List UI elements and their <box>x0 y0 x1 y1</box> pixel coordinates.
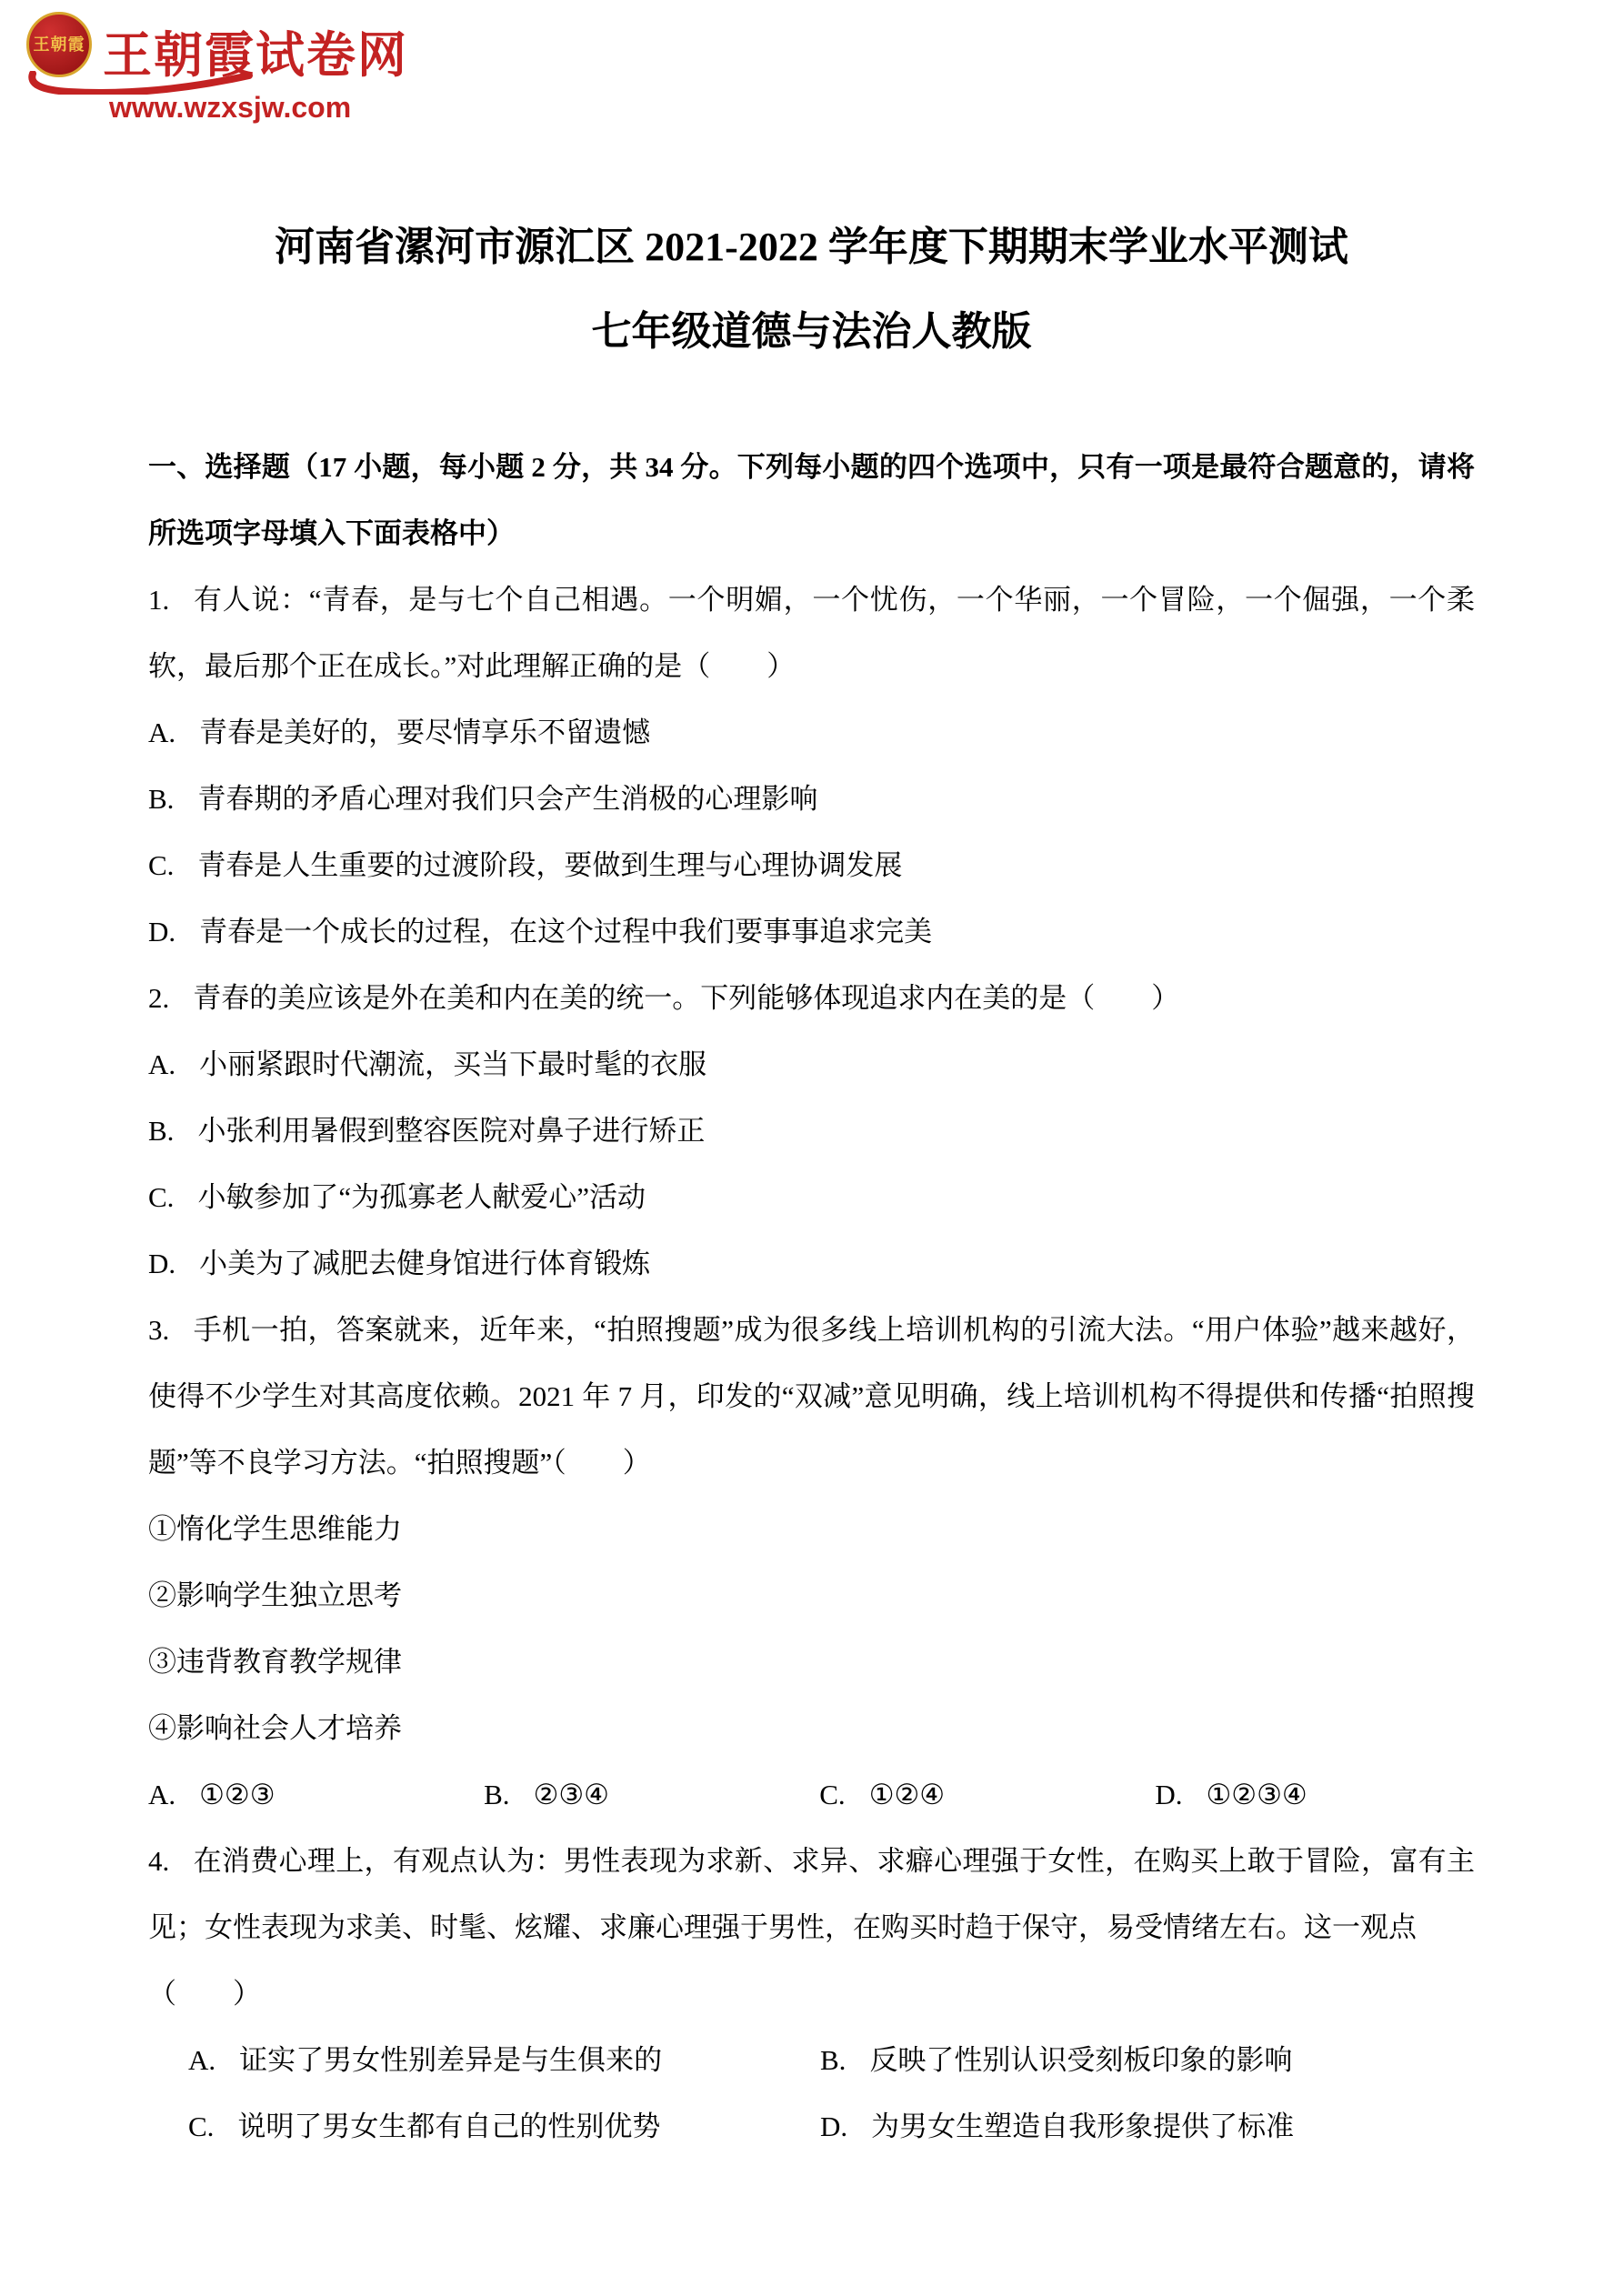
numbered-statement: ①惰化学生思维能力 <box>148 1513 402 1545</box>
option-line <box>148 1098 1475 1164</box>
exam-subtitle: 七年级道德与法治人教版 <box>591 309 1032 354</box>
question-block-3 <box>148 1297 1475 1828</box>
option-text: 小丽紧跟时代潮流，买当下最时髦的衣服 <box>199 1048 707 1080</box>
exam-title: 河南省漯河市源汇区 2021-2022 学年度下期期末学业水平测试 <box>275 225 1348 269</box>
options-row <box>148 1761 1475 1828</box>
question-block-4 <box>148 1828 1475 2160</box>
question-block-2 <box>148 965 1475 1297</box>
option-label: A. <box>148 1779 176 1810</box>
option-line <box>148 1031 1475 1098</box>
option-text: ①②④ <box>868 1779 946 1810</box>
option-text: 小敏参加了“为孤寡老人献爱心”活动 <box>197 1181 646 1213</box>
numbered-statement: ③违背教育教学规律 <box>148 1646 402 1678</box>
option-label: B. <box>820 2044 847 2076</box>
option-line <box>148 1230 1475 1297</box>
option-text: ①②③④ <box>1206 1779 1307 1810</box>
option-label: D. <box>820 2111 848 2142</box>
option-cell <box>148 2027 780 2093</box>
question-stem-text: 青春的美应该是外在美和内在美的统一。下列能够体现追求内在美的是（ ） <box>193 982 1180 1014</box>
option-cell <box>484 1761 819 1828</box>
option-cell <box>780 2027 1475 2093</box>
option-text: 为男女生塑造自我形象提供了标准 <box>871 2111 1295 2142</box>
question-number: 2. <box>148 982 170 1014</box>
question-block-1 <box>148 566 1475 965</box>
option-text: 青春期的矛盾心理对我们只会产生消极的心理影响 <box>197 783 818 815</box>
option-cell <box>1155 1761 1307 1828</box>
option-label: D. <box>1155 1779 1183 1810</box>
option-line <box>148 766 1475 832</box>
site-url: www.wzxsjw.com <box>109 91 352 124</box>
option-line <box>148 699 1475 766</box>
question-stem-text: 手机一拍，答案就来，近年来，“拍照搜题”成为很多线上培训机构的引流大法。“用户体验”越来越好，使得不少学生对其高度依赖。2021 年 7 月，印发的“双减”意见明确，线上培训机构不得提供和传播“拍照搜题”等不良学习方法。“拍照搜题”（ ） <box>148 1314 1475 1479</box>
option-label: D. <box>148 1248 176 1279</box>
option-text: 小张利用暑假到整容医院对鼻子进行矫正 <box>197 1115 706 1147</box>
option-text: 证实了男女性别差异是与生俱来的 <box>239 2044 663 2076</box>
numbered-statement: ②影响学生独立思考 <box>148 1579 402 1611</box>
option-label: C. <box>188 2111 215 2142</box>
section-heading: 一、选择题（17 小题，每小题 2 分，共 34 分。下列每小题的四个选项中，只有一项是最符合题意的，请将所选项字母填入下面表格中） <box>148 451 1475 549</box>
option-label: C. <box>148 849 175 881</box>
option-label: C. <box>819 1779 846 1810</box>
options-grid <box>148 2027 1475 2160</box>
option-cell <box>148 1761 484 1828</box>
option-label: C. <box>148 1181 175 1213</box>
option-cell <box>819 1761 1155 1828</box>
question-stem <box>148 566 1475 699</box>
option-text: 小美为了减肥去健身馆进行体育锻炼 <box>199 1248 651 1279</box>
option-line <box>148 1164 1475 1230</box>
question-stem-text: 在消费心理上，有观点认为：男性表现为求新、求异、求癖心理强于女性，在购买上敢于冒险，富有主见；女性表现为求美、时髦、炫耀、求廉心理强于男性，在购买时趋于保守，易受情绪左右。这一观点 <box>148 1845 1475 1943</box>
brand-seal-text: 王朝霞 <box>33 35 85 54</box>
option-text: 说明了男女生都有自己的性别优势 <box>237 2111 661 2142</box>
answer-bracket: （ ） <box>148 1978 261 2010</box>
option-label: B. <box>148 783 175 815</box>
numbered-statement: ④影响社会人才培养 <box>148 1712 402 1744</box>
question-stem <box>148 965 1475 1031</box>
option-label: D. <box>148 916 176 947</box>
option-label: A. <box>188 2044 216 2076</box>
option-line <box>148 898 1475 965</box>
question-number: 4. <box>148 1845 170 1877</box>
option-text: 青春是美好的，要尽情享乐不留遗憾 <box>199 717 651 748</box>
question-stem-text: 有人说：“青春，是与七个自己相遇。一个明媚，一个忧伤，一个华丽，一个冒险，一个倔强，一个柔软，最后那个正在成长。”对此理解正确的是（ ） <box>148 584 1475 682</box>
option-text: ②③④ <box>533 1779 609 1810</box>
option-line <box>148 832 1475 898</box>
option-text: 青春是一个成长的过程，在这个过程中我们要事事追求完美 <box>199 916 933 947</box>
option-label: B. <box>484 1779 510 1810</box>
question-stem <box>148 1828 1475 1960</box>
question-stem <box>148 1297 1475 1496</box>
option-text: 反映了性别认识受刻板印象的影响 <box>869 2044 1293 2076</box>
option-text: ①②③ <box>199 1779 276 1810</box>
site-name: 王朝霞试卷网 <box>103 28 408 83</box>
option-text: 青春是人生重要的过渡阶段，要做到生理与心理协调发展 <box>197 849 903 881</box>
question-number: 3. <box>148 1314 170 1346</box>
question-number: 1. <box>148 584 170 616</box>
option-cell <box>148 2093 780 2160</box>
option-cell <box>780 2093 1475 2160</box>
option-label: B. <box>148 1115 175 1147</box>
option-label: A. <box>148 717 176 748</box>
option-label: A. <box>148 1048 176 1080</box>
